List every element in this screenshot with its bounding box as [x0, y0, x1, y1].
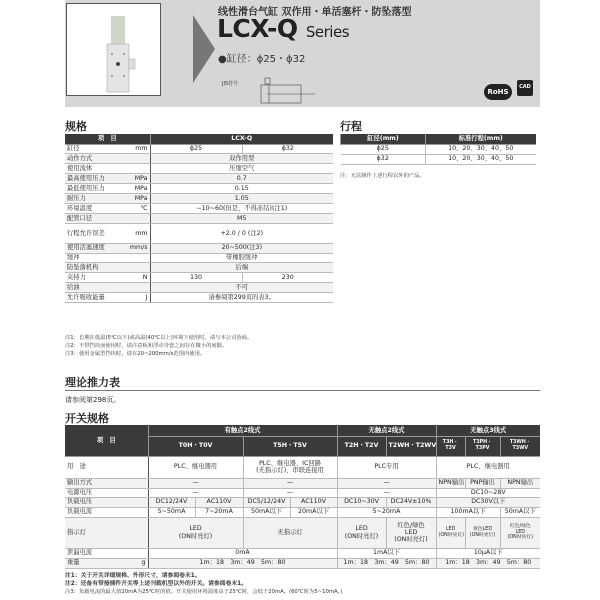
- spec-row: [65, 193, 333, 203]
- specs-notes: [65, 334, 345, 358]
- switch-unit: [127, 507, 148, 517]
- stroke-header-standard: 标准行程(mm): [426, 134, 536, 144]
- spec-row: [65, 293, 333, 303]
- spec-label: 防坠落机构: [65, 263, 125, 273]
- spec-value: 1.05: [150, 193, 333, 203]
- switch-row: [65, 558, 540, 568]
- switch-model-header: T2H・T2V: [337, 436, 386, 456]
- switch-value: 1m：18 3m：49 5m：80: [148, 558, 337, 568]
- spec-unit: [125, 253, 150, 263]
- spec-row: [65, 213, 333, 223]
- switch-unit: [127, 488, 148, 497]
- spec-unit: MPa: [125, 184, 150, 194]
- switch-table: [65, 425, 540, 569]
- switch-unit: g: [127, 558, 148, 568]
- switch-row: [65, 507, 540, 517]
- spec-unit: mm: [125, 144, 150, 154]
- switch-label: 重量: [65, 558, 127, 568]
- switch-value: 20mA以下: [290, 507, 337, 517]
- spec-value: 压缩空气: [150, 164, 333, 174]
- spec-unit: N: [125, 273, 150, 283]
- specs-heading: 规格: [65, 120, 87, 133]
- switch-value: 红色/绿色 LED (ON时亮灯): [500, 517, 540, 548]
- spec-unit: [125, 164, 150, 174]
- specs-table: [65, 134, 333, 303]
- switch-value: 50mA以下: [243, 507, 290, 517]
- switch-row: [65, 497, 540, 507]
- spec-value: +2.0 / 0 (注2): [150, 223, 333, 243]
- switch-value: 50mA以下: [500, 507, 540, 517]
- switch-value: DC12/24V: [148, 497, 195, 507]
- switch-value: 1m：18 3m：49 5m：80: [337, 558, 436, 568]
- switch-value: —: [148, 478, 243, 488]
- switch-value: 0mA: [148, 548, 337, 558]
- spec-label: 给油: [65, 283, 125, 293]
- spec-label: 缓冲: [65, 253, 125, 263]
- spec-unit: ℃: [125, 203, 150, 213]
- switch-model-header: T3H・T3V: [436, 436, 465, 456]
- spec-note: 注1：长期在低温(5℃以下)或高温(40℃以上)环境下使用时，请与本公司协商。: [65, 335, 253, 341]
- spec-unit: mm: [125, 223, 150, 243]
- spec-row: [65, 283, 333, 293]
- spec-label: 环境温度: [65, 203, 125, 213]
- spec-unit: [125, 263, 150, 273]
- spec-value: ϕ32: [242, 144, 333, 154]
- spec-label: 使用活塞速度: [65, 243, 125, 253]
- switch-unit: [127, 497, 148, 507]
- spec-value: 20~500(注3): [150, 243, 333, 253]
- switch-label: 用 途: [65, 456, 127, 478]
- switch-note: 注2：还备有带接插件开关等上述刊载机型以外的开关。请参阅卷末1。: [65, 581, 247, 587]
- spec-row: [65, 203, 333, 213]
- stroke-bore: ϕ25: [341, 144, 426, 154]
- switch-value: DC10~30V: [337, 497, 386, 507]
- model-name: LCX-Q: [217, 14, 298, 43]
- switch-notes: [65, 572, 545, 596]
- switch-value: PLC、继电器用: [148, 456, 243, 478]
- rohs-badge: RoHS: [484, 84, 512, 100]
- spec-value: 0.7: [150, 174, 333, 184]
- switch-value: LED (ON时亮灯): [337, 517, 386, 548]
- spec-label: 使用流体: [65, 164, 125, 174]
- spec-value: −10~60(但是，不得冻结)(注1): [150, 203, 333, 213]
- switch-group-header: 无触点2线式: [337, 425, 436, 436]
- spec-note: 注3：使用金属型挡块时，请在20~200mm/s范围内使用。: [65, 351, 206, 357]
- switch-group-header: 有触点2线式: [148, 425, 337, 436]
- spec-value: 带橡胶缓冲: [150, 253, 333, 263]
- stroke-values: 10、20、30、40、50: [426, 144, 536, 154]
- switch-value: NPN输出: [500, 478, 540, 488]
- switch-heading: 开关规格: [65, 412, 109, 425]
- switch-value: 无指示灯: [243, 517, 337, 548]
- stroke-heading: 行程: [340, 120, 362, 133]
- spec-unit: MPa: [125, 193, 150, 203]
- switch-value: NPN输出: [436, 478, 465, 488]
- switch-value: —: [243, 478, 337, 488]
- switch-value: AC110V: [290, 497, 337, 507]
- switch-model-header: T3WH・T3WV: [500, 436, 540, 456]
- switch-label: 输出方式: [65, 478, 127, 488]
- switch-value: 7~20mA: [195, 507, 243, 517]
- bore-sizes: ●缸径：ϕ25・ϕ32: [218, 54, 306, 65]
- switch-row: [65, 488, 540, 497]
- spec-label: 夹持力: [65, 273, 125, 283]
- switch-value: 黄色LED (ON时亮灯): [465, 517, 500, 548]
- switch-value: —: [148, 488, 243, 497]
- spec-label: 耐压力: [65, 193, 125, 203]
- arrow-icon: [193, 15, 215, 83]
- stroke-table: [340, 134, 536, 165]
- switch-group-header: 无触点3线式: [436, 425, 540, 436]
- stroke-header-bore: 缸径(mm): [341, 134, 426, 144]
- switch-model-header: T3PH・T3PV: [465, 436, 500, 456]
- spec-row: [65, 273, 333, 283]
- spec-value: M5: [150, 213, 333, 223]
- spec-value: 双作用型: [150, 154, 333, 164]
- cad-icon: CAD: [517, 80, 533, 96]
- spec-row: [65, 164, 333, 174]
- switch-row: [65, 548, 540, 558]
- spec-label: 行程允许误差: [65, 223, 125, 243]
- switch-value: 1m：18 3m：49 5m：80: [436, 558, 540, 568]
- spec-header-model: LCX-Q: [150, 134, 333, 144]
- spec-value: 130: [150, 273, 242, 283]
- switch-label: 负载电流: [65, 507, 127, 517]
- switch-row: [65, 478, 540, 488]
- switch-value: DC5/12/24V: [243, 497, 290, 507]
- switch-value: —: [243, 488, 337, 497]
- switch-value: 5~50mA: [148, 507, 195, 517]
- switch-model-header: T0H・T0V: [148, 436, 243, 456]
- spec-unit: [125, 283, 150, 293]
- switch-unit: [127, 478, 148, 488]
- spec-row: [65, 144, 333, 154]
- spec-row: [65, 253, 333, 263]
- switch-value: PLC、继电器用: [436, 456, 540, 478]
- spec-value: 请参阅第299页的表3。: [150, 293, 333, 303]
- spec-value: 230: [242, 273, 333, 283]
- switch-label: 负载电压: [65, 497, 127, 507]
- spec-row: [65, 243, 333, 253]
- switch-model-header: T5H・T5V: [243, 436, 337, 456]
- switch-value: DC30V以下: [436, 497, 540, 507]
- stroke-note: 注：无法制作上述行程以外的产品。: [340, 173, 425, 179]
- switch-value: 红色/绿色 LED (ON时亮灯): [386, 517, 436, 548]
- spec-label: 最高使用压力: [65, 174, 125, 184]
- stroke-values: 10、20、30、40、50: [426, 154, 536, 164]
- switch-label: 电源电压: [65, 488, 127, 497]
- switch-value: AC110V: [195, 497, 243, 507]
- switch-value: —: [337, 488, 436, 497]
- stroke-bore: ϕ32: [341, 154, 426, 164]
- switch-value: DC10~28V: [436, 488, 540, 497]
- series-subtitle: 线性滑台气缸 双作用・单活塞杆・防坠落型: [218, 7, 412, 18]
- switch-value: 1mA以下: [337, 548, 436, 558]
- jis-symbol-icon: [255, 75, 317, 109]
- spec-value: 不可: [150, 283, 333, 293]
- product-photo: [66, 3, 161, 96]
- divider: [65, 390, 540, 391]
- switch-unit: [127, 456, 148, 478]
- thrust-heading: 理论推力表: [65, 376, 120, 389]
- switch-unit: [127, 548, 148, 558]
- switch-value: PLC专用: [337, 456, 436, 478]
- switch-value: LED (ON时亮灯): [436, 517, 465, 548]
- switch-label: 泄漏电流: [65, 548, 127, 558]
- switch-value: LED (ON时亮灯): [148, 517, 243, 548]
- spec-label: 缸径: [65, 144, 125, 154]
- spec-row: [65, 184, 333, 194]
- spec-row: [65, 174, 333, 184]
- switch-row: [65, 456, 540, 478]
- spec-value: 后端: [150, 263, 333, 273]
- switch-value: DC24V±10%: [386, 497, 436, 507]
- switch-note: 注3：负载电流的最大值20mA为25℃时的值。开关使用环境温度高于25℃时，会低于20mA。(60℃时为5~10mA。): [65, 589, 343, 595]
- cylinder-illustration: [67, 4, 160, 95]
- series-title: [217, 14, 349, 43]
- switch-value: 100mA以下: [436, 507, 500, 517]
- switch-unit: [127, 517, 148, 548]
- series-word: Series: [305, 23, 350, 41]
- switch-value: PLC、继电器、IC回路 (无指示灯)、串联连接用: [243, 456, 337, 478]
- switch-value: —: [337, 478, 436, 488]
- jis-symbol-label: JIS符号: [222, 81, 239, 87]
- spec-row: [65, 263, 333, 273]
- switch-header-item: 项 目: [65, 425, 148, 456]
- thrust-reference: 请参阅第298页。: [65, 396, 121, 404]
- spec-value: ϕ25: [150, 144, 242, 154]
- spec-row: [65, 223, 333, 243]
- spec-label: 允许吸收能量: [65, 293, 125, 303]
- spec-label: 动作方式: [65, 154, 125, 164]
- spec-value: 0.15: [150, 184, 333, 194]
- switch-row: [65, 517, 540, 548]
- spec-label: 最低使用压力: [65, 184, 125, 194]
- spec-unit: J: [125, 293, 150, 303]
- switch-label: 指示灯: [65, 517, 127, 548]
- spec-unit: [125, 154, 150, 164]
- switch-model-header: T2WH・T2WV: [386, 436, 436, 456]
- spec-unit: [125, 213, 150, 223]
- spec-note: 注2：不带挡块而使用时，请注意板和浮动导套之间存在微小的间隙。: [65, 343, 228, 349]
- switch-value: 10μA以下: [436, 548, 540, 558]
- spec-row: [65, 154, 333, 164]
- spec-unit: mm/s: [125, 243, 150, 253]
- switch-value: PNP输出: [465, 478, 500, 488]
- switch-value: 5~20mA: [337, 507, 436, 517]
- spec-header-item: 项 目: [65, 134, 150, 144]
- spec-label: 配管口径: [65, 213, 125, 223]
- switch-note: 注1：关于开关详细规格、外形尺寸，请参阅卷末1。: [65, 573, 201, 579]
- spec-unit: MPa: [125, 174, 150, 184]
